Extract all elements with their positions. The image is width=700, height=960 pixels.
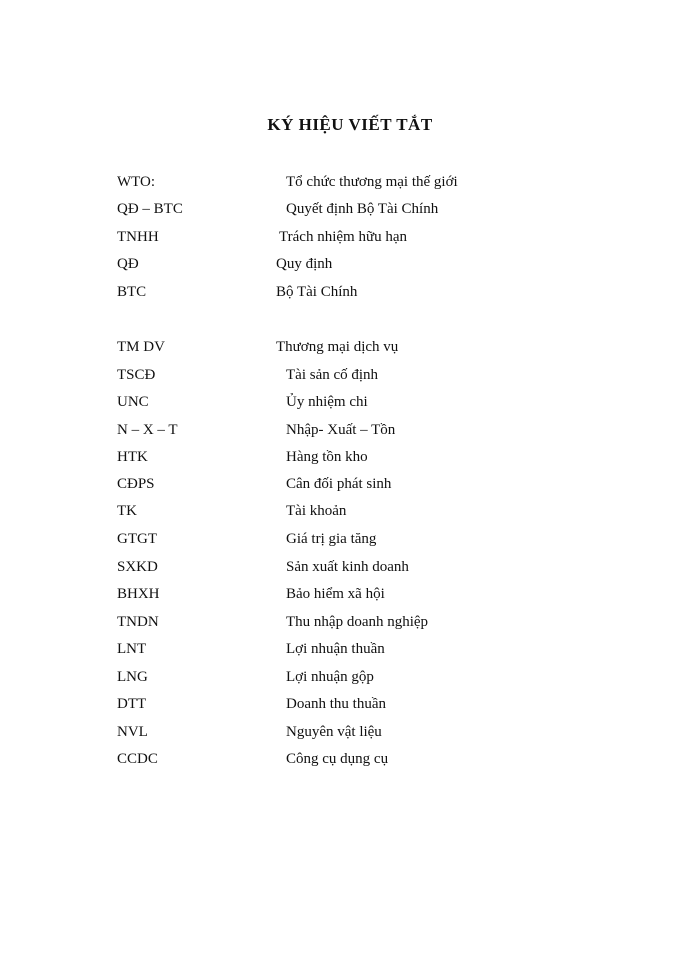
list-item (0, 391, 700, 413)
list-item (0, 419, 700, 441)
abbreviation: WTO: (117, 174, 156, 190)
abbreviation: TK (117, 503, 137, 519)
abbreviation: SXKD (117, 559, 158, 575)
abbreviation: LNT (117, 641, 147, 657)
page-title: KÝ HIỆU VIẾT TẮT (267, 115, 433, 134)
abbreviation-meaning: Tổ chức thương mại thế giới (286, 174, 458, 190)
abbreviation: TNHH (117, 229, 159, 245)
abbreviation: LNG (117, 669, 148, 685)
list-item (0, 473, 700, 495)
abbreviation-meaning: Cân đối phát sinh (286, 476, 392, 492)
abbreviation-meaning: Bộ Tài Chính (276, 284, 358, 300)
abbreviation: BHXH (117, 586, 160, 602)
list-item (0, 500, 700, 522)
abbreviation: QĐ – BTC (117, 201, 183, 217)
abbreviation: TSCĐ (117, 367, 156, 383)
abbreviation: BTC (117, 284, 147, 300)
list-item (0, 253, 700, 275)
abbreviation-meaning: Giá trị gia tăng (286, 531, 377, 547)
list-item (0, 528, 700, 550)
abbreviation-meaning: Quy định (276, 256, 333, 272)
abbreviation-meaning: Tài khoản (286, 503, 347, 519)
abbreviation: GTGT (117, 531, 157, 547)
abbreviation-meaning: Hàng tồn kho (286, 449, 368, 465)
abbreviation: TM DV (117, 339, 165, 355)
abbreviation: CCDC (117, 751, 158, 767)
abbreviation-meaning: Ủy nhiệm chi (286, 394, 368, 410)
abbreviation-meaning: Nhập- Xuất – Tồn (286, 422, 396, 438)
list-item (0, 281, 700, 303)
abbreviation-meaning: Nguyên vật liệu (286, 724, 382, 740)
abbreviation-meaning: Sản xuất kinh doanh (286, 559, 409, 575)
list-item (0, 638, 700, 660)
list-item (0, 611, 700, 633)
list-item (0, 748, 700, 770)
list-item (0, 364, 700, 386)
abbreviation: TNDN (117, 614, 159, 630)
abbreviation-meaning: Lợi nhuận gộp (286, 669, 374, 685)
abbreviation: NVL (117, 724, 148, 740)
list-item (0, 336, 700, 358)
abbreviation: N – X – T (117, 422, 178, 438)
abbreviation-meaning: Lợi nhuận thuần (286, 641, 385, 657)
abbreviation-meaning: Tài sản cố định (286, 367, 379, 383)
abbreviation: QĐ (117, 256, 139, 272)
abbreviation: CĐPS (117, 476, 155, 492)
abbreviation-meaning: Thương mại dịch vụ (276, 339, 399, 355)
abbreviation-meaning: Trách nhiệm hữu hạn (279, 229, 407, 245)
abbreviation-meaning: Thu nhập doanh nghiệp (286, 614, 429, 630)
list-item (0, 666, 700, 688)
list-item (0, 583, 700, 605)
abbreviation-meaning: Bảo hiểm xã hội (286, 586, 385, 602)
abbreviation: UNC (117, 394, 149, 410)
abbreviation-meaning: Công cụ dụng cụ (286, 751, 389, 767)
list-item (0, 226, 700, 248)
list-item (0, 693, 700, 715)
abbreviation-meaning: Doanh thu thuần (286, 696, 386, 712)
abbreviation: DTT (117, 696, 147, 712)
abbreviation: HTK (117, 449, 148, 465)
abbreviation-meaning: Quyết định Bộ Tài Chính (286, 201, 439, 217)
list-item (0, 721, 700, 743)
list-item (0, 171, 700, 193)
list-item (0, 446, 700, 468)
list-item (0, 198, 700, 220)
list-item (0, 556, 700, 578)
